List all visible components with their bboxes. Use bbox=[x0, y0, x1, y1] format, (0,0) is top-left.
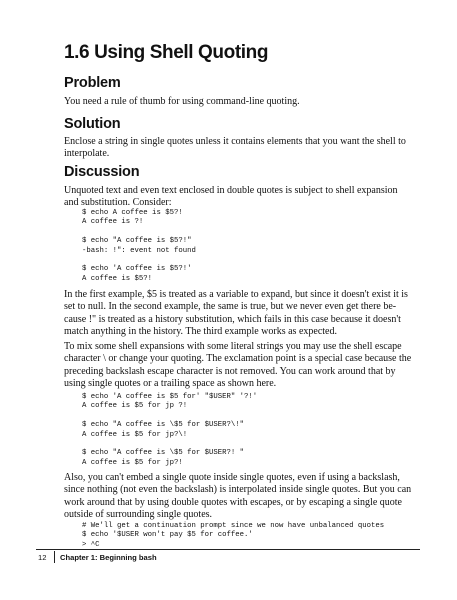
discussion-paragraph-2 bbox=[64, 289, 434, 339]
section-title: 1.6 Using Shell Quoting bbox=[64, 42, 269, 63]
text-line: Also, you can't embed a single quote inside single quotes, even if using a backslash, bbox=[64, 472, 400, 483]
solution-text bbox=[64, 136, 434, 161]
text-line: since nothing (not even the backslash) is interpolated inside single quotes. But you can bbox=[64, 484, 412, 496]
text-line: and substitution. Consider: bbox=[64, 197, 172, 209]
code-line bbox=[82, 440, 257, 449]
footer-separator bbox=[54, 551, 55, 563]
code-line: A coffee is ?! bbox=[82, 218, 144, 227]
code-line: A coffee is $5 for jp ?! bbox=[82, 402, 188, 411]
code-block-2 bbox=[82, 393, 257, 468]
text-line: using single quotes or a trailing space as shown here. bbox=[64, 378, 277, 390]
code-block-1 bbox=[82, 209, 196, 284]
solution-heading: Solution bbox=[64, 116, 121, 132]
text-line: To mix some shell expansions with some literal strings you may use the shell escape bbox=[64, 341, 402, 352]
code-line: # We'll get a continuation prompt since we now have unbalanced quotes bbox=[82, 522, 385, 530]
text-line: set to null. In the second example, the same is true, but we never even get there be- bbox=[64, 301, 397, 313]
footer-chapter: Chapter 1: Beginning bash bbox=[60, 553, 157, 562]
code-line: A coffee is $5 for jp?\! bbox=[82, 430, 188, 439]
footer-rule bbox=[36, 549, 420, 550]
problem-heading: Problem bbox=[64, 75, 121, 91]
code-line: A coffee is $5 for jp?! bbox=[82, 458, 183, 467]
text-line: match anything in the history. The third example works as expected. bbox=[64, 326, 337, 338]
text-line: cause !" is treated as a history substitution, which fails in this case because it doesn't bbox=[64, 313, 401, 325]
code-line: $ echo A coffee is $5?! bbox=[82, 209, 183, 217]
text-line: preceding backslash escape character is not removed. You can work around that by bbox=[64, 365, 396, 377]
code-line bbox=[82, 256, 196, 265]
code-line: $ echo "A coffee is \$5 for $USER?! " bbox=[82, 449, 245, 458]
code-line: $ echo 'A coffee is $5 for' "$USER" '?!' bbox=[82, 393, 258, 401]
code-line: $ echo '$USER won't pay $5 for coffee.' bbox=[82, 531, 253, 540]
text-line: Unquoted text and even text enclosed in double quotes is subject to shell expansion bbox=[64, 185, 398, 196]
code-line bbox=[82, 412, 257, 421]
code-block-3 bbox=[82, 522, 384, 550]
code-line: > ^C bbox=[82, 540, 100, 549]
text-line: You need a rule of thumb for using command-line quoting. bbox=[64, 96, 300, 107]
text-line: outside of surrounding single quotes. bbox=[64, 509, 213, 521]
text-line: work around that by using double quotes with escapes, or by escaping a single quote bbox=[64, 496, 402, 508]
discussion-heading: Discussion bbox=[64, 164, 140, 180]
text-line: Enclose a string in single quotes unless it contains elements that you want the shell to bbox=[64, 136, 406, 147]
text-line: character \ or change your quoting. The exclamation point is a special case because the bbox=[64, 353, 412, 365]
code-line: $ echo "A coffee is \$5 for $USER?\!" bbox=[82, 421, 245, 430]
discussion-paragraph-3 bbox=[64, 341, 434, 391]
code-line: $ echo "A coffee is $5?!" bbox=[82, 237, 192, 246]
page-number: 12 bbox=[38, 553, 47, 562]
discussion-paragraph-1 bbox=[64, 185, 434, 210]
text-line: interpolate. bbox=[64, 148, 110, 160]
code-line: A coffee is $5?! bbox=[82, 274, 153, 283]
code-line: -bash: !": event not found bbox=[82, 246, 196, 255]
discussion-paragraph-4 bbox=[64, 472, 434, 522]
problem-text bbox=[64, 96, 434, 108]
code-line: $ echo 'A coffee is $5?!' bbox=[82, 265, 192, 274]
text-line: In the first example, $5 is treated as a variable to expand, but since it doesn't exist it is bbox=[64, 289, 408, 300]
code-line bbox=[82, 228, 196, 237]
